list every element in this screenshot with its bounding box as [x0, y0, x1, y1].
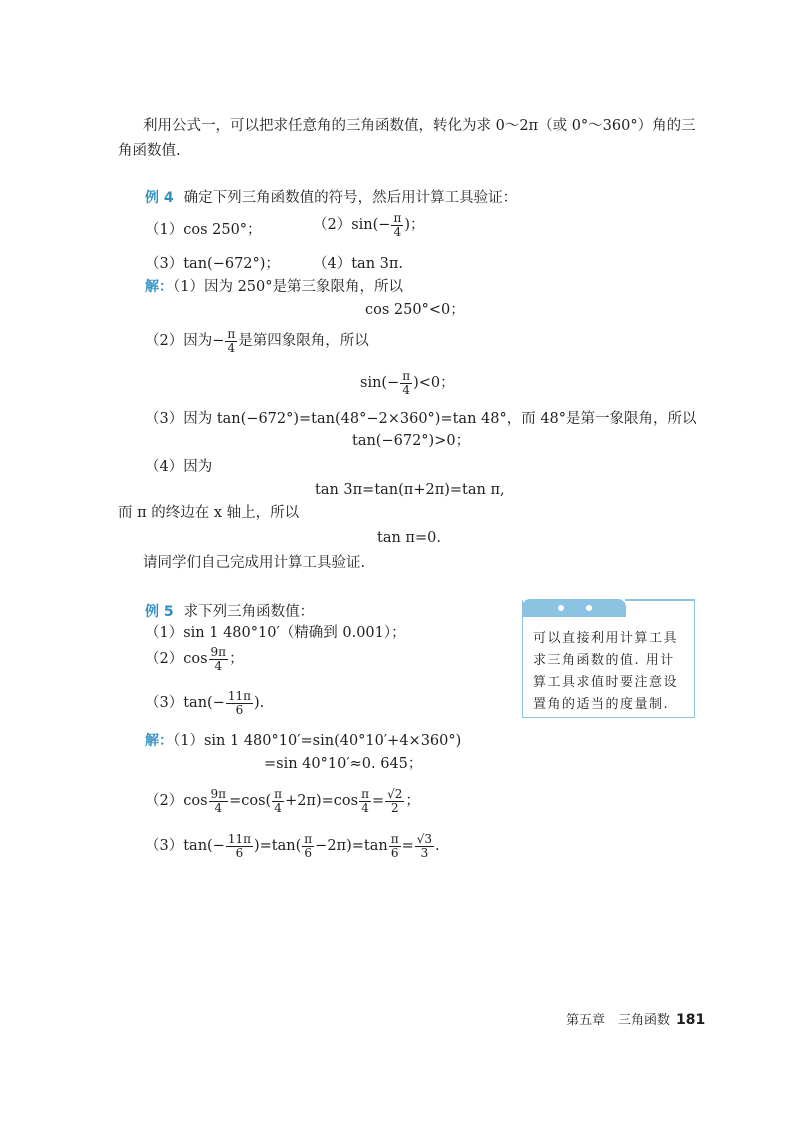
numerator: π [227, 327, 236, 341]
fraction [391, 212, 403, 238]
ex5-s2-suffix: ； [405, 793, 420, 810]
ex5-s2-part-3: = [371, 793, 385, 810]
fraction [400, 370, 412, 396]
ex4-solution-4b: tan 3π=tan(π+2π)=tan π, [315, 482, 505, 498]
ex5-solution-2 [145, 788, 420, 814]
ex4-s2a-suffix: 是第四象限角，所以 [238, 333, 369, 350]
ex5-s3-part-3: = [401, 838, 414, 855]
example-4-heading [145, 190, 517, 207]
numerator: 9π [210, 787, 227, 801]
intro-line-1: 利用公式一，可以把求任意角的三角函数值，转化为求 0～2π（或 0°～360°）角的三 [143, 118, 696, 134]
denominator: 6 [304, 845, 313, 860]
example-5-text: 求下列三角函数值： [183, 604, 315, 620]
ex5-p3-suffix: ). [254, 695, 265, 712]
example-4-text: 确定下列三角函数值的符号，然后用计算工具验证： [183, 190, 518, 206]
sidebar-note-text: 可以直接利用计算工具求三角函数的值. 用计算工具求值时要注意设置角的适当的度量制. [533, 631, 679, 712]
ex5-problem-1: （1）sin 1 480°10′（精确到 0.001）； [145, 625, 406, 641]
ex4-solution-3b: tan(−672°)>0； [352, 433, 471, 449]
denominator: 6 [235, 845, 244, 860]
ex4-solution-4a: （4）因为 [145, 459, 213, 475]
ex5-s2-prefix: （2）cos [145, 793, 208, 810]
note-dot-icon [558, 605, 564, 611]
fraction [302, 833, 314, 859]
ex4-s2a-prefix: （2）因为− [145, 333, 225, 350]
ex4-solution-4d: tan π=0. [377, 530, 441, 546]
ex4-solution-4c: 而 π 的终边在 x 轴上，所以 [118, 505, 300, 521]
fraction [209, 788, 229, 814]
numerator: π [361, 787, 369, 801]
ex4-s2b-suffix: )<0； [413, 375, 455, 392]
ex5-s3-part-2: −2π)=tan [315, 838, 388, 855]
ex4-problem-1: （1）cos 250°； [145, 222, 262, 238]
numerator: √3 [416, 832, 433, 846]
denominator: 6 [390, 845, 399, 860]
ex4-solution-2a [145, 328, 369, 354]
ex5-s3-prefix: （3）tan(− [145, 838, 225, 855]
ex5-s3-suffix: . [435, 838, 440, 855]
ex4-problem-2 [313, 212, 425, 238]
numerator: 11π [227, 832, 251, 846]
ex4-problem-4: （4）tan 3π. [313, 256, 404, 272]
denominator: 4 [214, 800, 223, 815]
numerator: π [304, 832, 313, 846]
denominator: 4 [393, 224, 402, 239]
ex4-s1a-text: （1）因为 250°是第三象限角，所以 [173, 279, 404, 295]
denominator: 4 [227, 340, 236, 355]
ex4-verify-note: 请同学们自己完成用计算工具验证. [143, 555, 366, 571]
ex5-problem-2 [145, 646, 244, 672]
example-4-label: 例 4 [145, 190, 174, 206]
ex5-problem-3 [145, 690, 264, 716]
ex5-s1a-text: （1）sin 1 480°10′=sin(40°10′+4×360°) [173, 733, 462, 749]
numerator: π [393, 211, 402, 225]
note-header-line [625, 599, 695, 601]
fraction [389, 833, 401, 859]
denominator: 4 [274, 800, 282, 815]
denominator: 6 [235, 702, 244, 717]
fraction [225, 328, 237, 354]
fraction [272, 788, 284, 814]
numerator: √2 [387, 787, 403, 801]
denominator: 4 [214, 658, 223, 673]
note-header-tab [522, 599, 626, 617]
numerator: π [274, 787, 283, 801]
page-number: 181 [676, 1012, 706, 1028]
ex4-problem-3: （3）tan(−672°)； [145, 256, 280, 272]
ex4-p2-prefix: （2）sin(− [313, 217, 391, 234]
fraction [226, 833, 253, 859]
chapter-title: 第五章 三角函数 [566, 1013, 671, 1028]
example-5-label: 例 5 [145, 604, 174, 620]
solution-label: 解： [145, 279, 173, 295]
ex4-solution-2b [360, 370, 455, 396]
note-dot-icon [586, 605, 592, 611]
numerator: π [402, 369, 411, 383]
ex5-s3-part-1: )=tan( [254, 838, 302, 855]
ex5-s2-part-2: +2π)=cos [285, 793, 359, 810]
numerator: 9π [210, 645, 227, 659]
ex4-p2-suffix: )； [404, 217, 425, 234]
ex5-p2-suffix: ； [229, 651, 244, 668]
fraction [226, 690, 253, 716]
example-5-heading [145, 604, 314, 621]
ex5-s2-part-1: =cos( [229, 793, 272, 810]
sidebar-note-box [522, 600, 695, 718]
fraction [209, 646, 229, 672]
solution-label: 解： [145, 733, 173, 749]
ex4-solution-1a [145, 279, 403, 296]
ex5-p3-prefix: （3）tan(− [145, 695, 225, 712]
ex5-solution-3 [145, 833, 440, 859]
ex4-s2b-prefix: sin(− [360, 375, 400, 392]
fraction [359, 788, 371, 814]
ex4-solution-3a: （3）因为 tan(−672°)=tan(48°−2×360°)=tan 48°，而 48°是第一象限角，所以 [145, 411, 697, 427]
ex5-p2-prefix: （2）cos [145, 651, 208, 668]
fraction [415, 833, 434, 859]
fraction [385, 788, 404, 814]
ex5-solution-1a [145, 733, 461, 750]
denominator: 3 [420, 845, 429, 860]
denominator: 4 [402, 382, 410, 397]
denominator: 2 [390, 800, 399, 815]
numerator: π [390, 832, 399, 846]
denominator: 4 [361, 800, 369, 815]
ex5-solution-1b: =sin 40°10′≈0. 645； [264, 756, 423, 772]
ex4-solution-1b: cos 250°<0； [365, 302, 465, 318]
page-footer [566, 1009, 705, 1028]
numerator: 11π [227, 689, 251, 703]
intro-line-2: 角函数值. [118, 143, 181, 159]
